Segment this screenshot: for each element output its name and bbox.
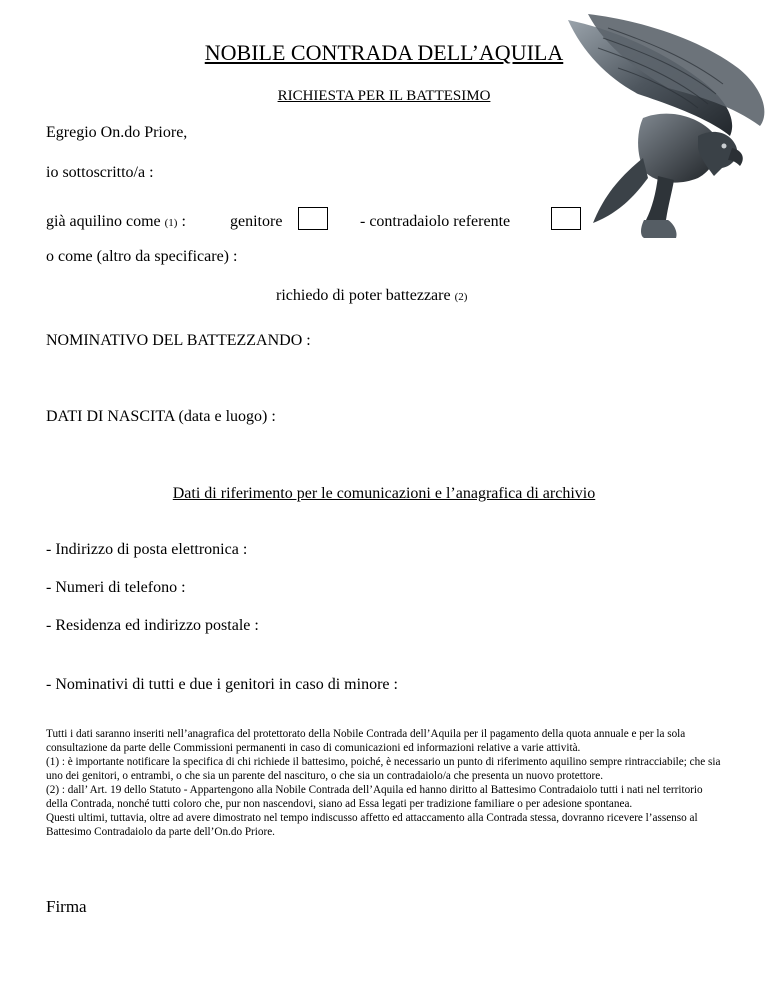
footnote-1: (1) : è importante notificare la specifica di chi richiede il battesimo, poiché, è necessario un punto di riferimento aquilino sempre rintracciabile; che sia uno dei genitori, o entrambi, o che sia un parente del nascituro, o che sia un contradaiolo/a che presenta un nuovo protettore. [46,756,721,782]
greeting: Egregio On.do Priore, [46,124,188,141]
footnote-assent: Questi ultimi, tuttavia, oltre ad avere dimostrato nel tempo indiscusso affetto ed attaccamento alla Contrada stessa, dovranno ricevere l’assenso al Battesimo Contradaiolo da parte dell’On.do Priore. [46,812,698,838]
footnote-ref-1: (1) [164,217,178,229]
nominee-label: NOMINATIVO DEL BATTEZZANDO : [46,332,311,349]
parent-checkbox[interactable] [298,207,328,230]
footnote-2: (2) : dall’ Art. 19 dello Statuto - Appartengono alla Nobile Contrada dell’Aquila ed hanno diritto al Battesimo Contradaiolo tutti i nati nel territorio della Contrada, nonché tutti coloro che, pur non nascendovi, siano ad Essa legati per tradizione familiare o per adesione spontanea. [46,784,703,810]
reference-heading: Dati di riferimento per le comunicazioni e l’anagrafica di archivio [172,485,596,502]
parents-label: - Nominativi di tutti e due i genitori in caso di minore : [46,676,398,693]
option-referent-label: - contradaiolo referente [360,213,511,230]
undersigned-label: io sottoscritto/a : [46,164,154,181]
document-subtitle: RICHIESTA PER IL BATTESIMO [277,88,491,104]
other-label: o come (altro da specificare) : [46,248,238,265]
address-label: - Residenza ed indirizzo postale : [46,617,259,634]
option-parent-label: genitore [230,213,283,230]
footnote-ref-2: (2) [454,291,468,303]
footnotes-block [46,727,726,839]
already-member-text: già aquilino come [46,213,161,230]
already-member-colon: : [181,213,186,230]
footnote-privacy: Tutti i dati saranno inseriti nell’anagrafica del protettorato della Nobile Contrada dell’Aquila per il pagamento della quota annuale e per la sola consultazione da parte delle Commissioni permanenti in caso di comunicazioni ed informazioni relative a varie attività. [46,728,686,754]
document-title: NOBILE CONTRADA DELL’AQUILA [204,40,564,65]
birth-data-label: DATI DI NASCITA (data e luogo) : [46,408,276,425]
email-label: - Indirizzo di posta elettronica : [46,541,248,558]
referent-checkbox[interactable] [551,207,581,230]
request-text: richiedo di poter battezzare [276,287,451,304]
signature-label: Firma [46,897,87,916]
already-member-label [46,213,186,231]
phone-label: - Numeri di telefono : [46,579,186,596]
request-line [276,287,467,305]
